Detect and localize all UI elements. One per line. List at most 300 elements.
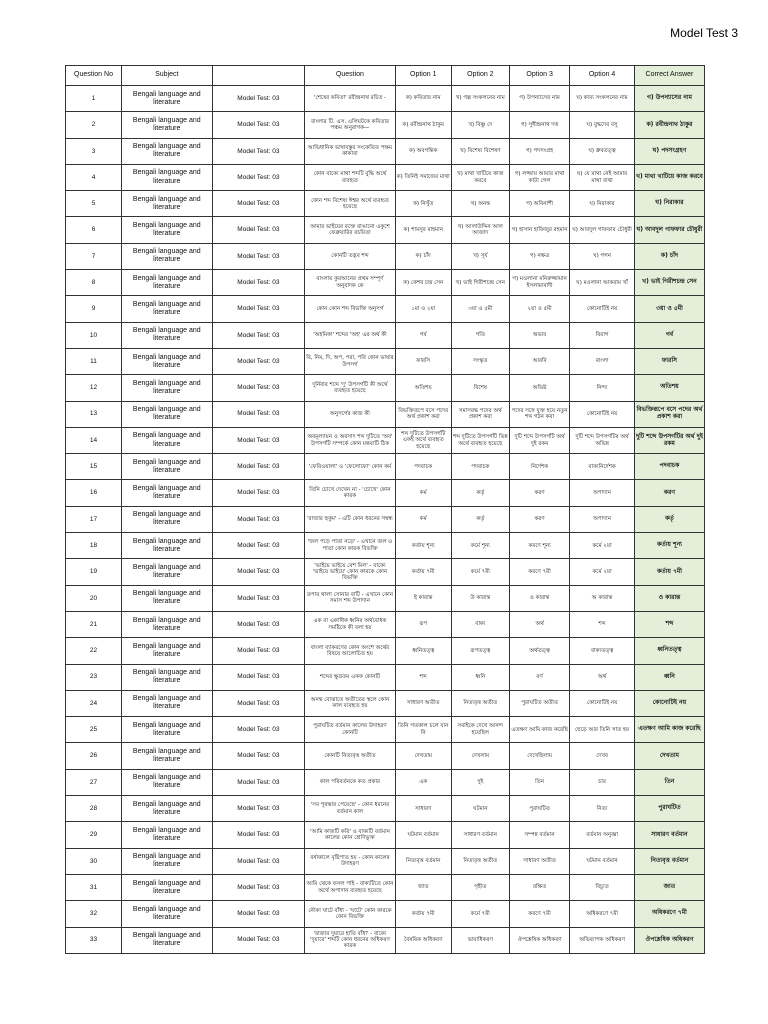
option-4-cell: বর্তমান অনুজ্ঞা bbox=[570, 822, 635, 848]
column-header-question: Question bbox=[305, 66, 396, 86]
option-3-cell: সম্পন্ন বর্তমান bbox=[509, 822, 569, 848]
option-3-cell: করণে শূন্য bbox=[509, 533, 569, 559]
test-name-cell: Model Test: 03 bbox=[212, 506, 305, 532]
option-4-cell: নিত্য bbox=[570, 796, 635, 822]
correct-answer-cell: বিভক্তিরূপে বসে পদের অর্থ প্রকাশ করা bbox=[634, 401, 704, 427]
option-3-cell: অর্থতত্ত্ব bbox=[509, 638, 569, 664]
question-cell: বাংলার টি. এস. এলিয়টকে কবিতার পঞ্চম অনুরাগক— bbox=[305, 112, 396, 138]
option-1-cell: অতিশয় bbox=[395, 375, 451, 401]
question-number-cell: 17 bbox=[66, 506, 122, 532]
option-2-cell: শব্দ দুটিতে উপসর্গটি ভিন্ন অর্থে ব্যবহৃত হয়েছে bbox=[451, 427, 509, 453]
subject-cell: Bengali language and literature bbox=[122, 427, 213, 453]
test-name-cell: Model Test: 03 bbox=[212, 717, 305, 743]
subject-cell: Bengali language and literature bbox=[122, 191, 213, 217]
question-number-cell: 2 bbox=[66, 112, 122, 138]
question-cell: এক বা একাধিক ধ্বনির অর্থবোধক সমষ্টিকে কী বলা হয় bbox=[305, 611, 396, 637]
option-3-cell: দেখেছিলাম bbox=[509, 743, 569, 769]
question-cell: পুরাঘটিত বর্তমান কালের উদাহরণ কোনটি bbox=[305, 717, 396, 743]
option-3-cell: অর্থ bbox=[509, 611, 569, 637]
question-cell: কোনটি নিত্যবৃত্ত অতীত bbox=[305, 743, 396, 769]
option-4-cell: অপাদান bbox=[570, 480, 635, 506]
option-4-cell: দেখব bbox=[570, 743, 635, 769]
option-3-cell: রক্ষিত bbox=[509, 874, 569, 900]
correct-answer-cell: শব্দ bbox=[634, 611, 704, 637]
question-number-cell: 28 bbox=[66, 796, 122, 822]
subject-cell: Bengali language and literature bbox=[122, 375, 213, 401]
option-3-cell: পুরাঘটিত bbox=[509, 796, 569, 822]
option-2-cell: উ কারান্ত bbox=[451, 585, 509, 611]
question-number-cell: 5 bbox=[66, 191, 122, 217]
test-name-cell: Model Test: 03 bbox=[212, 138, 305, 164]
option-4-cell: বিরাগ bbox=[570, 322, 635, 348]
table-row bbox=[66, 191, 705, 217]
table-row bbox=[66, 243, 705, 269]
option-1-cell: কর্ম bbox=[395, 506, 451, 532]
test-name-cell: Model Test: 03 bbox=[212, 611, 305, 637]
option-4-cell: কোনোটিই নয় bbox=[570, 401, 635, 427]
option-3-cell: পদের সঙ্গে যুক্ত হয়ে নতুন শব্দ গঠন করা bbox=[509, 401, 569, 427]
question-cell: বর্ষাকালে বৃষ্টিপাত হয় - কোন কালের উদাহরণ bbox=[305, 848, 396, 874]
question-number-cell: 8 bbox=[66, 270, 122, 296]
test-name-cell: Model Test: 03 bbox=[212, 348, 305, 374]
option-1-cell: গর্ব bbox=[395, 322, 451, 348]
column-header-option-2: Option 2 bbox=[451, 66, 509, 86]
option-1-cell: সাধারণ অতীত bbox=[395, 690, 451, 716]
test-name-cell: Model Test: 03 bbox=[212, 427, 305, 453]
table-row bbox=[66, 296, 705, 322]
question-number-cell: 27 bbox=[66, 769, 122, 795]
correct-answer-cell: ফারসি bbox=[634, 348, 704, 374]
table-row bbox=[66, 375, 705, 401]
option-3-cell: নির্দেশক bbox=[509, 454, 569, 480]
option-1-cell: কর্ম bbox=[395, 480, 451, 506]
question-cell: 'শেষের কবিতা' রবীন্দ্রনাথ রচিত - bbox=[305, 86, 396, 112]
question-number-cell: 21 bbox=[66, 611, 122, 637]
test-name-cell: Model Test: 03 bbox=[212, 664, 305, 690]
option-2-cell: বাক্য bbox=[451, 611, 509, 637]
subject-cell: Bengali language and literature bbox=[122, 506, 213, 532]
correct-answer-cell: ঘ) আবদুল গাফফার চৌধুরী bbox=[634, 217, 704, 243]
test-name-cell: Model Test: 03 bbox=[212, 401, 305, 427]
question-number-cell: 26 bbox=[66, 743, 122, 769]
table-row bbox=[66, 348, 705, 374]
table-row bbox=[66, 901, 705, 927]
option-4-cell: কোনোটিই নয় bbox=[570, 690, 635, 716]
correct-answer-cell: দেখতাম bbox=[634, 743, 704, 769]
option-2-cell: নিত্যবৃত্ত অতীত bbox=[451, 690, 509, 716]
subject-cell: Bengali language and literature bbox=[122, 322, 213, 348]
option-4-cell: ঘ) নিরাকার bbox=[570, 191, 635, 217]
option-1-cell: ঘটমান বর্তমান bbox=[395, 822, 451, 848]
option-1-cell: এক bbox=[395, 769, 451, 795]
option-2-cell: বিশেষ bbox=[451, 375, 509, 401]
test-name-cell: Model Test: 03 bbox=[212, 270, 305, 296]
table-header-row bbox=[66, 66, 705, 86]
option-4-cell: নিন্দ্য bbox=[570, 375, 635, 401]
question-number-cell: 24 bbox=[66, 690, 122, 716]
table-row bbox=[66, 717, 705, 743]
option-2-cell: খ) ভাই গিরীশচন্দ্র সেন bbox=[451, 270, 509, 296]
column-header-option-1: Option 1 bbox=[395, 66, 451, 86]
correct-answer-cell: দুটি শব্দে উপসর্গটির অর্থ দুই রকম bbox=[634, 427, 704, 453]
question-cell: বি, নিম, দি, অপ, পরা, পরি কোন ভাষার উপসর্গ bbox=[305, 348, 396, 374]
option-1-cell: ক) নিখুঁত bbox=[395, 191, 451, 217]
question-cell: 'ভাইয়ে ভাইয়ে বেশ মিল' - বাক্যে 'ভাইয়ে ভাইয়ে' কোন কারকে কোন বিভক্তি bbox=[305, 559, 396, 585]
test-name-cell: Model Test: 03 bbox=[212, 86, 305, 112]
question-number-cell: 23 bbox=[66, 664, 122, 690]
option-2-cell: সাধারণ বর্তমান bbox=[451, 822, 509, 848]
subject-cell: Bengali language and literature bbox=[122, 454, 213, 480]
option-2-cell: ভাবাধিকরণ bbox=[451, 927, 509, 953]
correct-answer-cell: ও কারান্ত bbox=[634, 585, 704, 611]
subject-cell: Bengali language and literature bbox=[122, 270, 213, 296]
subject-cell: Bengali language and literature bbox=[122, 901, 213, 927]
option-1-cell: ক) কেশব চন্দ্র সেন bbox=[395, 270, 451, 296]
option-1-cell: ক) তিনিই সমাজের মাথা bbox=[395, 164, 451, 190]
option-3-cell: এতক্ষণ আমি কাজ করেছি bbox=[509, 717, 569, 743]
column-header-option-4: Option 4 bbox=[570, 66, 635, 86]
option-2-cell: দেখলাম bbox=[451, 743, 509, 769]
table-row bbox=[66, 743, 705, 769]
column-header-subject: Subject bbox=[122, 66, 213, 86]
option-3-cell: দুটি শব্দে উপসর্গটি অর্থ দুই রকম bbox=[509, 427, 569, 453]
test-name-cell: Model Test: 03 bbox=[212, 638, 305, 664]
question-number-cell: 13 bbox=[66, 401, 122, 427]
option-4-cell: চার bbox=[570, 769, 635, 795]
correct-answer-cell: ধ্বনিতত্ত্ব bbox=[634, 638, 704, 664]
table-row bbox=[66, 796, 705, 822]
question-cell: 'আমি কাজটি করি' ও বাক্যটি বর্তমান কালের কোন শ্রেণিভুক্ত bbox=[305, 822, 396, 848]
question-number-cell: 12 bbox=[66, 375, 122, 401]
option-4-cell: অ কারান্ত bbox=[570, 585, 635, 611]
column-header-test bbox=[212, 66, 305, 86]
question-number-cell: 32 bbox=[66, 901, 122, 927]
test-name-cell: Model Test: 03 bbox=[212, 874, 305, 900]
table-row bbox=[66, 164, 705, 190]
question-number-cell: 11 bbox=[66, 348, 122, 374]
subject-cell: Bengali language and literature bbox=[122, 769, 213, 795]
question-cell: 'ফেরিওয়ালা' ও 'ফেলোফো' কোন কর্ম bbox=[305, 454, 396, 480]
test-name-cell: Model Test: 03 bbox=[212, 217, 305, 243]
correct-answer-cell: ঘ) নিরাকার bbox=[634, 191, 704, 217]
option-2-cell: ধ্বনি bbox=[451, 664, 509, 690]
question-cell: কোনটি তদ্ভব শব্দ bbox=[305, 243, 396, 269]
subject-cell: Bengali language and literature bbox=[122, 138, 213, 164]
option-2-cell: গতি bbox=[451, 322, 509, 348]
subject-cell: Bengali language and literature bbox=[122, 585, 213, 611]
correct-answer-cell: এতক্ষণ আমি কাজ করেছি bbox=[634, 717, 704, 743]
option-2-cell: ঘটমান bbox=[451, 796, 509, 822]
table-row bbox=[66, 322, 705, 348]
correct-answer-cell: খ) ভাই গিরীশচন্দ্র সেন bbox=[634, 270, 704, 296]
option-4-cell: ঘ) আবদুল গাফফার চৌধুরী bbox=[570, 217, 635, 243]
table-row bbox=[66, 506, 705, 532]
subject-cell: Bengali language and literature bbox=[122, 559, 213, 585]
correct-answer-cell: পুরাঘটিত bbox=[634, 796, 704, 822]
column-header-option-3: Option 3 bbox=[509, 66, 569, 86]
option-2-cell: খ) বিষ্ণু দে bbox=[451, 112, 509, 138]
question-cell: তিনি চোখে দেখেন না - 'চোখে' কোন কারক bbox=[305, 480, 396, 506]
question-number-cell: 30 bbox=[66, 848, 122, 874]
option-1-cell: দেখতাম bbox=[395, 743, 451, 769]
option-4-cell: বাক্যনির্দেশক bbox=[570, 454, 635, 480]
option-1-cell: কর্তায় শূন্য bbox=[395, 533, 451, 559]
table-row bbox=[66, 611, 705, 637]
test-name-cell: Model Test: 03 bbox=[212, 375, 305, 401]
test-name-cell: Model Test: 03 bbox=[212, 191, 305, 217]
question-cell: কাল পরিবর্তনকে কত প্রকার bbox=[305, 769, 396, 795]
table-row bbox=[66, 217, 705, 243]
table-row bbox=[66, 86, 705, 112]
option-1-cell: বৈষয়িক অধিকরণ bbox=[395, 927, 451, 953]
option-3-cell: করণ bbox=[509, 480, 569, 506]
question-number-cell: 25 bbox=[66, 717, 122, 743]
question-number-cell: 15 bbox=[66, 454, 122, 480]
subject-cell: Bengali language and literature bbox=[122, 401, 213, 427]
option-4-cell: ঘ) ধ্রুবতত্ত্ব bbox=[570, 138, 635, 164]
correct-answer-cell: কর্তায় ৭মী bbox=[634, 559, 704, 585]
table-row bbox=[66, 454, 705, 480]
question-number-cell: 18 bbox=[66, 533, 122, 559]
option-3-cell: গ) নক্ষত্র bbox=[509, 243, 569, 269]
option-1-cell: জাত bbox=[395, 874, 451, 900]
table-row bbox=[66, 138, 705, 164]
subject-cell: Bengali language and literature bbox=[122, 296, 213, 322]
question-number-cell: 31 bbox=[66, 874, 122, 900]
option-2-cell: পদবাচক bbox=[451, 454, 509, 480]
question-number-cell: 10 bbox=[66, 322, 122, 348]
option-3-cell: গ) পদসংগ্রহ bbox=[509, 138, 569, 164]
correct-answer-cell: পদবাচক bbox=[634, 454, 704, 480]
option-2-cell: খ) আলাউদ্দিন আল আজাদ bbox=[451, 217, 509, 243]
table-row bbox=[66, 270, 705, 296]
option-1-cell: ক) কবিতার নাম bbox=[395, 86, 451, 112]
option-1-cell: পদবাচক bbox=[395, 454, 451, 480]
option-2-cell: খ) সূর্য bbox=[451, 243, 509, 269]
option-1-cell: রূপ bbox=[395, 611, 451, 637]
option-2-cell: কর্তৃ bbox=[451, 480, 509, 506]
question-cell: কোন বাক্যে মাথা শব্দটি বুদ্ধি অর্থে ব্যবহৃত bbox=[305, 164, 396, 190]
option-2-cell: খ) বিশেষ্য বিশেষণ bbox=[451, 138, 509, 164]
option-2-cell: সংস্কৃত bbox=[451, 348, 509, 374]
option-4-cell: ঘ) বুদ্ধদেব বসু bbox=[570, 112, 635, 138]
option-3-cell: পুরাঘটিত অতীত bbox=[509, 690, 569, 716]
option-1-cell: সাধারণ bbox=[395, 796, 451, 822]
test-name-cell: Model Test: 03 bbox=[212, 822, 305, 848]
option-3-cell: তিন bbox=[509, 769, 569, 795]
option-4-cell: ঘ) গগন bbox=[570, 243, 635, 269]
question-cell: 'জল পড়ে পাতা নড়ে' - এখানে জল ও পাতা কোন কারক বিভক্তি bbox=[305, 533, 396, 559]
option-4-cell: বাক্যতত্ত্ব bbox=[570, 638, 635, 664]
correct-answer-cell: ক) চাঁদ bbox=[634, 243, 704, 269]
option-1-cell: কর্তায় ৭মী bbox=[395, 559, 451, 585]
test-name-cell: Model Test: 03 bbox=[212, 296, 305, 322]
correct-answer-cell: জাত bbox=[634, 874, 704, 900]
table-row bbox=[66, 401, 705, 427]
question-cell: অনুসর্গের কাজ কী bbox=[305, 401, 396, 427]
option-3-cell: করণে ৭মী bbox=[509, 559, 569, 585]
question-cell: বাংলায় কুরআনের প্রথম সম্পূর্ণ অনুবাদক কে bbox=[305, 270, 396, 296]
option-3-cell: অভাব bbox=[509, 322, 569, 348]
question-cell: শব্দের ক্ষুদ্রতম একক কোনটি bbox=[305, 664, 396, 690]
subject-cell: Bengali language and literature bbox=[122, 927, 213, 953]
option-1-cell: ক) শামসুর রাহমান bbox=[395, 217, 451, 243]
table-row bbox=[66, 822, 705, 848]
question-number-cell: 1 bbox=[66, 86, 122, 112]
correct-answer-cell: খ) মাথা খাটিয়ে কাজ করবে bbox=[634, 164, 704, 190]
subject-cell: Bengali language and literature bbox=[122, 796, 213, 822]
correct-answer-cell: ৩য়া ও ৫মী bbox=[634, 296, 704, 322]
subject-cell: Bengali language and literature bbox=[122, 112, 213, 138]
subject-cell: Bengali language and literature bbox=[122, 348, 213, 374]
test-name-cell: Model Test: 03 bbox=[212, 769, 305, 795]
subject-cell: Bengali language and literature bbox=[122, 611, 213, 637]
option-1-cell: ক) অবগন্তিক bbox=[395, 138, 451, 164]
question-number-cell: 7 bbox=[66, 243, 122, 269]
question-number-cell: 3 bbox=[66, 138, 122, 164]
option-3-cell: গ) লজ্জায় আমার মাথা কাটা গেল bbox=[509, 164, 569, 190]
option-1-cell: বিভক্তিরূপে বসে পদের অর্থ প্রকাশ করা bbox=[395, 401, 451, 427]
option-2-cell: খ) গল্প সংকলনের নাম bbox=[451, 86, 509, 112]
table-row bbox=[66, 848, 705, 874]
question-number-cell: 16 bbox=[66, 480, 122, 506]
option-3-cell: বর্ণ bbox=[509, 664, 569, 690]
option-4-cell: বিচ্যুত bbox=[570, 874, 635, 900]
test-name-cell: Model Test: 03 bbox=[212, 454, 305, 480]
test-name-cell: Model Test: 03 bbox=[212, 927, 305, 953]
questions-table bbox=[65, 65, 705, 954]
option-1-cell: তিনি গতকাল চলে যান নি bbox=[395, 717, 451, 743]
option-3-cell: সাধারণ অতীত bbox=[509, 848, 569, 874]
column-header-correct-answer: Correct Answer bbox=[634, 66, 704, 86]
question-cell: আভিধানিক ভাষাবস্তুর সংকেতিত পক্ষম কাকাবা bbox=[305, 138, 396, 164]
subject-cell: Bengali language and literature bbox=[122, 822, 213, 848]
question-cell: দুর্নিবার শব্দে 'দু' উপসর্গটি কী অর্থে ব্যবহৃত হয়েছে bbox=[305, 375, 396, 401]
option-2-cell: গৃহীত bbox=[451, 874, 509, 900]
option-3-cell: ঔপশ্লেষিক অধিকরণ bbox=[509, 927, 569, 953]
correct-answer-cell: গর্ব bbox=[634, 322, 704, 348]
question-cell: 'রাজার দুয়ারে হাতি বাঁধা' - বাক্যে 'দুয়ারে' শব্দটি কোন ধরনের অধিকরণ কারক bbox=[305, 927, 396, 953]
option-4-cell: কর্মে ২য়া bbox=[570, 559, 635, 585]
correct-answer-cell: সাধারণ বর্তমান bbox=[634, 822, 704, 848]
test-name-cell: Model Test: 03 bbox=[212, 243, 305, 269]
option-1-cell: শব্দ bbox=[395, 664, 451, 690]
question-cell: 'রাজার হুকুম' - এটি কোন ধরনের সম্বন্ধ bbox=[305, 506, 396, 532]
option-2-cell: সবাইকে দেখে আনন্দ হয়েছিল bbox=[451, 717, 509, 743]
subject-cell: Bengali language and literature bbox=[122, 690, 213, 716]
subject-cell: Bengali language and literature bbox=[122, 217, 213, 243]
correct-answer-cell: কর্তৃ bbox=[634, 506, 704, 532]
table-row bbox=[66, 559, 705, 585]
correct-answer-cell: কর্তায় শূন্য bbox=[634, 533, 704, 559]
test-name-cell: Model Test: 03 bbox=[212, 322, 305, 348]
table-row bbox=[66, 690, 705, 716]
question-cell: 'অহমিকা' শব্দের 'অহ' এর অর্থ কী bbox=[305, 322, 396, 348]
correct-answer-cell: ক) রবীন্দ্রনাথ ঠাকুর bbox=[634, 112, 704, 138]
option-2-cell: কর্মে শূন্য bbox=[451, 533, 509, 559]
table-row bbox=[66, 638, 705, 664]
option-1-cell: কর্তায় ৭মী bbox=[395, 901, 451, 927]
option-4-cell: ঘ) কাব্য সংকলনের নাম bbox=[570, 86, 635, 112]
table-row bbox=[66, 769, 705, 795]
question-cell: আমি থেকে ফসল পাই - বাক্যটিতে কোন অর্থে অপাদান ব্যবহৃত হয়েছে bbox=[305, 874, 396, 900]
option-2-cell: ৩য়া ও ৫মী bbox=[451, 296, 509, 322]
test-name-cell: Model Test: 03 bbox=[212, 533, 305, 559]
table-row bbox=[66, 533, 705, 559]
option-4-cell: ঘটমান বর্তমান bbox=[570, 848, 635, 874]
option-3-cell: গ) সুধীন্দ্রনাথ দত্ত bbox=[509, 112, 569, 138]
question-number-cell: 29 bbox=[66, 822, 122, 848]
question-cell: কোন শব্দ বিশেষ্য ঈশ্বর অর্থে ব্যবহৃত হয়েছে bbox=[305, 191, 396, 217]
option-2-cell: সমাসবদ্ধ পদের অর্থ প্রকাশ করা bbox=[451, 401, 509, 427]
option-4-cell: শব্দ bbox=[570, 611, 635, 637]
option-4-cell: অভিব্যাপক অধিকরণ bbox=[570, 927, 635, 953]
subject-cell: Bengali language and literature bbox=[122, 848, 213, 874]
page-title: Model Test 3 bbox=[670, 26, 738, 40]
correct-answer-cell: নিত্যবৃত্ত বর্তমান bbox=[634, 848, 704, 874]
subject-cell: Bengali language and literature bbox=[122, 743, 213, 769]
option-2-cell: রূপতত্ত্ব bbox=[451, 638, 509, 664]
subject-cell: Bengali language and literature bbox=[122, 164, 213, 190]
test-name-cell: Model Test: 03 bbox=[212, 559, 305, 585]
question-number-cell: 20 bbox=[66, 585, 122, 611]
option-4-cell: অর্থ bbox=[570, 664, 635, 690]
test-name-cell: Model Test: 03 bbox=[212, 585, 305, 611]
option-1-cell: নিত্যবৃত্ত বর্তমান bbox=[395, 848, 451, 874]
subject-cell: Bengali language and literature bbox=[122, 243, 213, 269]
correct-answer-cell: ঘ) পদসংগ্রহণ bbox=[634, 138, 704, 164]
question-number-cell: 14 bbox=[66, 427, 122, 453]
table-row bbox=[66, 874, 705, 900]
option-3-cell: গ) উপন্যাসের নাম bbox=[509, 86, 569, 112]
correct-answer-cell: অতিশয় bbox=[634, 375, 704, 401]
table-row bbox=[66, 480, 705, 506]
table-row bbox=[66, 664, 705, 690]
option-2-cell: দুই bbox=[451, 769, 509, 795]
option-3-cell: ২য়া ও ৫মী bbox=[509, 296, 569, 322]
correct-answer-cell: ধ্বনি bbox=[634, 664, 704, 690]
option-4-cell: বাংলা bbox=[570, 348, 635, 374]
correct-answer-cell: তিন bbox=[634, 769, 704, 795]
question-number-cell: 6 bbox=[66, 217, 122, 243]
question-cell: অবমূল্যায়ন ও অবসাদ শব্দ দুটিতে 'অব' উপসর্গটি সম্পর্কে কোন মন্তব্যটি ঠিক bbox=[305, 427, 396, 453]
option-4-cell: অধিকরণে ৭মী bbox=[570, 901, 635, 927]
test-name-cell: Model Test: 03 bbox=[212, 743, 305, 769]
option-1-cell: ১মা ও ২য়া bbox=[395, 296, 451, 322]
option-2-cell: খ) অনন্ত bbox=[451, 191, 509, 217]
subject-cell: Bengali language and literature bbox=[122, 874, 213, 900]
option-3-cell: করণে ৭মী bbox=[509, 901, 569, 927]
table-row bbox=[66, 112, 705, 138]
option-4-cell: অপাদান bbox=[570, 506, 635, 532]
subject-cell: Bengali language and literature bbox=[122, 533, 213, 559]
subject-cell: Bengali language and literature bbox=[122, 480, 213, 506]
option-4-cell: ছেড়ে আর তিনি সাত হয় bbox=[570, 717, 635, 743]
option-3-cell: ও কারান্ত bbox=[509, 585, 569, 611]
option-1-cell: ক) রবীন্দ্রনাথ ঠাকুর bbox=[395, 112, 451, 138]
option-2-cell: কর্মে ৭মী bbox=[451, 901, 509, 927]
option-3-cell: অভিষ্ট bbox=[509, 375, 569, 401]
option-2-cell: কর্তৃ bbox=[451, 506, 509, 532]
correct-answer-cell: গ) উপন্যাসের নাম bbox=[634, 86, 704, 112]
option-4-cell: ঘ) যে মাথা নেই আমার মাথা ব্যথা bbox=[570, 164, 635, 190]
correct-answer-cell: কোনোটিই নয় bbox=[634, 690, 704, 716]
question-number-cell: 22 bbox=[66, 638, 122, 664]
question-cell: কোন কোন শব্দ বিভক্তি অনুসর্গ bbox=[305, 296, 396, 322]
test-name-cell: Model Test: 03 bbox=[212, 112, 305, 138]
table-row bbox=[66, 927, 705, 953]
option-2-cell: খ) মাথা খাটিয়ে কাজ করবে bbox=[451, 164, 509, 190]
